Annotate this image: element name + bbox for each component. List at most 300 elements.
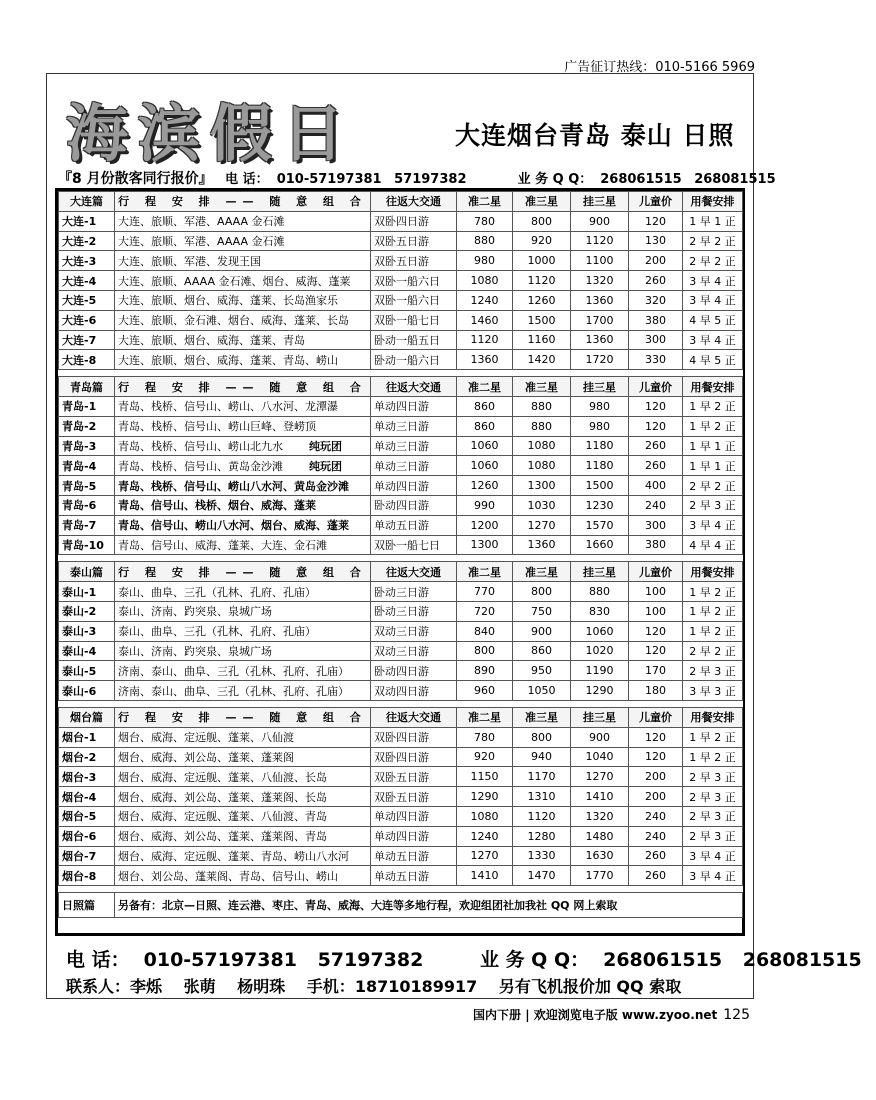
route-text: 泰山、济南、趵突泉、泉城广场 xyxy=(118,605,272,619)
price-star3: 880 xyxy=(513,416,571,436)
price-child: 200 xyxy=(629,787,683,807)
contact-qq-label: 业 务 Q Q： xyxy=(479,949,590,971)
route-cell xyxy=(115,601,371,621)
table-row xyxy=(59,290,743,310)
price-star3: 900 xyxy=(513,621,571,641)
meal-plan: 3 早 4 正 xyxy=(683,271,743,291)
meal-plan: 1 早 2 正 xyxy=(683,416,743,436)
route-text: 泰山、曲阜、三孔（孔林、孔府、孔庙） xyxy=(118,585,316,599)
tour-code: 青岛-7 xyxy=(59,515,115,535)
price-hotel3: 1230 xyxy=(571,495,629,515)
tour-tag: 纯玩团 xyxy=(309,439,342,453)
col-hotel3: 挂三星 xyxy=(571,707,629,727)
price-star2: 1240 xyxy=(457,826,513,846)
col-route: 行 程 安 排 —— 随 意 组 合 xyxy=(115,192,371,212)
table-row xyxy=(59,601,743,621)
price-heading-line xyxy=(58,168,776,187)
price-child: 260 xyxy=(629,271,683,291)
route-text: 烟台、威海、刘公岛、蓬莱、蓬莱阁、长岛 xyxy=(118,790,327,804)
phone-2: 57197382 xyxy=(394,172,467,187)
price-star2: 800 xyxy=(457,641,513,661)
price-hotel3: 830 xyxy=(571,601,629,621)
col-star2: 准二星 xyxy=(457,707,513,727)
flight-note: 另有飞机报价加 QQ 索取 xyxy=(498,977,682,996)
price-hotel3: 1360 xyxy=(571,330,629,350)
transport: 双卧四日游 xyxy=(371,727,457,747)
contact-phone-1: 010-57197381 xyxy=(143,949,297,971)
tour-code: 大连-7 xyxy=(59,330,115,350)
transport: 单动三日游 xyxy=(371,416,457,436)
price-child: 320 xyxy=(629,290,683,310)
page-footer xyxy=(470,1006,750,1023)
tour-code: 泰山-6 xyxy=(59,681,115,701)
table-row xyxy=(59,396,743,416)
col-child: 儿童价 xyxy=(629,707,683,727)
price-child: 380 xyxy=(629,310,683,330)
page-number: 125 xyxy=(723,1007,750,1023)
price-hotel3: 1410 xyxy=(571,787,629,807)
price-star3: 920 xyxy=(513,231,571,251)
price-hotel3: 1040 xyxy=(571,747,629,767)
route-text: 大连、旅顺、烟台、威海、蓬莱、长岛渔家乐 xyxy=(118,294,338,308)
price-star3: 800 xyxy=(513,211,571,231)
price-child: 120 xyxy=(629,396,683,416)
price-star3: 950 xyxy=(513,661,571,681)
price-hotel3: 980 xyxy=(571,396,629,416)
meal-plan: 3 早 4 正 xyxy=(683,290,743,310)
price-child: 260 xyxy=(629,846,683,866)
price-child: 240 xyxy=(629,826,683,846)
contact-phone-2: 57197382 xyxy=(317,949,424,971)
price-child: 260 xyxy=(629,866,683,886)
price-hotel3: 900 xyxy=(571,727,629,747)
route-text: 大连、旅顺、烟台、威海、蓬莱、青岛、崂山 xyxy=(118,353,338,367)
tour-code: 烟台-5 xyxy=(59,806,115,826)
price-star2: 1200 xyxy=(457,515,513,535)
transport: 双卧五日游 xyxy=(371,251,457,271)
route-cell xyxy=(115,396,371,416)
table-row xyxy=(59,582,743,602)
price-star2: 780 xyxy=(457,211,513,231)
price-star3: 1120 xyxy=(513,271,571,291)
price-hotel3: 1570 xyxy=(571,515,629,535)
price-star3: 1170 xyxy=(513,767,571,787)
route-text: 烟台、威海、定远舰、蓬莱、八仙渡、青岛 xyxy=(118,810,327,824)
price-star3: 940 xyxy=(513,747,571,767)
meal-plan: 2 早 3 正 xyxy=(683,826,743,846)
price-star2: 770 xyxy=(457,582,513,602)
transport: 卧动一船六日 xyxy=(371,350,457,370)
price-star2: 1260 xyxy=(457,476,513,496)
table-row xyxy=(59,350,743,370)
meal-plan: 1 早 2 正 xyxy=(683,601,743,621)
tour-code: 青岛-6 xyxy=(59,495,115,515)
price-hotel3: 1700 xyxy=(571,310,629,330)
price-star3: 860 xyxy=(513,641,571,661)
price-star2: 1410 xyxy=(457,866,513,886)
page-subtitle: 大连烟台青岛 泰山 日照 xyxy=(455,121,735,150)
table-row xyxy=(59,271,743,291)
price-hotel3: 1120 xyxy=(571,231,629,251)
price-hotel3: 1180 xyxy=(571,456,629,476)
route-cell xyxy=(115,641,371,661)
contact-phone-line xyxy=(66,945,876,972)
transport: 双动三日游 xyxy=(371,621,457,641)
table-row xyxy=(59,231,743,251)
price-hotel3: 1060 xyxy=(571,621,629,641)
price-hotel3: 1100 xyxy=(571,251,629,271)
contact-people-line xyxy=(66,974,697,997)
route-cell xyxy=(115,310,371,330)
price-star3: 880 xyxy=(513,396,571,416)
price-star3: 800 xyxy=(513,582,571,602)
ad-hotline: 广告征订热线：010-5166 5969 xyxy=(564,60,755,75)
contact-qq-2: 268081515 xyxy=(742,949,862,971)
transport: 双卧五日游 xyxy=(371,231,457,251)
table-row xyxy=(59,747,743,767)
price-child: 180 xyxy=(629,681,683,701)
route-text: 青岛、栈桥、信号山、黄岛金沙滩 xyxy=(118,459,283,473)
col-transport: 往返大交通 xyxy=(371,192,457,212)
table-row xyxy=(59,251,743,271)
tour-code: 烟台-3 xyxy=(59,767,115,787)
tour-code: 青岛-4 xyxy=(59,456,115,476)
meal-plan: 3 早 4 正 xyxy=(683,846,743,866)
route-text: 烟台、威海、刘公岛、蓬莱、蓬莱阁 xyxy=(118,750,294,764)
route-cell xyxy=(115,330,371,350)
tour-code: 大连-1 xyxy=(59,211,115,231)
tour-code: 泰山-2 xyxy=(59,601,115,621)
price-star3: 1080 xyxy=(513,436,571,456)
route-text: 青岛、栈桥、信号山、崂山、八水河、龙潭瀑 xyxy=(118,400,338,414)
price-star3: 1000 xyxy=(513,251,571,271)
route-cell xyxy=(115,866,371,886)
route-cell xyxy=(115,350,371,370)
col-route: 行 程 安 排 —— 随 意 组 合 xyxy=(115,377,371,397)
tour-code: 青岛-2 xyxy=(59,416,115,436)
route-text: 大连、旅顺、军港、AAAA 金石滩 xyxy=(118,234,285,248)
qq-2: 268081515 xyxy=(694,172,776,187)
transport: 双卧四日游 xyxy=(371,747,457,767)
price-hotel3: 1270 xyxy=(571,767,629,787)
tour-code: 泰山-5 xyxy=(59,661,115,681)
tour-code: 泰山-4 xyxy=(59,641,115,661)
col-hotel3: 挂三星 xyxy=(571,377,629,397)
price-hotel3: 1500 xyxy=(571,476,629,496)
tour-code: 大连-4 xyxy=(59,271,115,291)
price-star3: 1470 xyxy=(513,866,571,886)
price-hotel3: 1290 xyxy=(571,681,629,701)
people-label: 联系人： xyxy=(66,977,131,996)
tour-code: 烟台-1 xyxy=(59,727,115,747)
section-name: 青岛篇 xyxy=(59,377,115,397)
price-child: 120 xyxy=(629,727,683,747)
price-child: 240 xyxy=(629,806,683,826)
route-cell xyxy=(115,515,371,535)
price-star3: 1260 xyxy=(513,290,571,310)
price-star3: 1270 xyxy=(513,515,571,535)
price-hotel3: 1660 xyxy=(571,535,629,555)
route-cell xyxy=(115,826,371,846)
col-star3: 准三星 xyxy=(513,377,571,397)
meal-plan: 1 早 2 正 xyxy=(683,582,743,602)
price-star3: 750 xyxy=(513,601,571,621)
price-star2: 1270 xyxy=(457,846,513,866)
transport: 双卧五日游 xyxy=(371,787,457,807)
route-text: 济南、泰山、曲阜、三孔（孔林、孔府、孔庙） xyxy=(118,684,349,698)
contact-phone-label: 电 话： xyxy=(66,949,130,971)
route-text: 泰山、曲阜、三孔（孔林、孔府、孔庙） xyxy=(118,625,316,639)
meal-plan: 4 早 4 正 xyxy=(683,535,743,555)
price-star3: 800 xyxy=(513,727,571,747)
route-cell xyxy=(115,767,371,787)
tour-code: 烟台-4 xyxy=(59,787,115,807)
price-hotel3: 880 xyxy=(571,582,629,602)
route-text: 烟台、刘公岛、蓬莱阁、青岛、信号山、崂山 xyxy=(118,869,338,883)
tour-code: 烟台-8 xyxy=(59,866,115,886)
price-child: 120 xyxy=(629,416,683,436)
section-name: 泰山篇 xyxy=(59,562,115,582)
price-child: 170 xyxy=(629,661,683,681)
mobile-number: 18710189917 xyxy=(354,977,478,996)
rizhao-row xyxy=(59,893,743,918)
route-text: 大连、旅顺、军港、AAAA 金石滩 xyxy=(118,215,285,229)
price-star3: 1500 xyxy=(513,310,571,330)
price-star3: 1160 xyxy=(513,330,571,350)
route-text: 烟台、威海、刘公岛、蓬莱、蓬莱阁、青岛 xyxy=(118,830,327,844)
tour-code: 大连-2 xyxy=(59,231,115,251)
price-star3: 1050 xyxy=(513,681,571,701)
price-hotel3: 1020 xyxy=(571,641,629,661)
price-child: 400 xyxy=(629,476,683,496)
meal-plan: 2 早 3 正 xyxy=(683,495,743,515)
meal-plan: 2 早 2 正 xyxy=(683,231,743,251)
route-cell xyxy=(115,416,371,436)
price-child: 120 xyxy=(629,641,683,661)
tour-code: 青岛-10 xyxy=(59,535,115,555)
transport: 单动三日游 xyxy=(371,456,457,476)
price-child: 120 xyxy=(629,747,683,767)
meal-plan: 3 早 4 正 xyxy=(683,330,743,350)
transport: 单动五日游 xyxy=(371,515,457,535)
price-star3: 1310 xyxy=(513,787,571,807)
section-header xyxy=(59,562,743,582)
meal-plan: 1 早 2 正 xyxy=(683,747,743,767)
tour-code: 烟台-7 xyxy=(59,846,115,866)
table-row xyxy=(59,767,743,787)
transport: 双卧一船六日 xyxy=(371,290,457,310)
price-star2: 1360 xyxy=(457,350,513,370)
price-table-frame xyxy=(55,188,745,936)
tour-code: 青岛-3 xyxy=(59,436,115,456)
col-meal: 用餐安排 xyxy=(683,377,743,397)
table-row xyxy=(59,866,743,886)
price-star2: 890 xyxy=(457,661,513,681)
route-cell xyxy=(115,582,371,602)
price-star2: 880 xyxy=(457,231,513,251)
tour-code: 烟台-2 xyxy=(59,747,115,767)
transport: 双卧一船七日 xyxy=(371,310,457,330)
section-header xyxy=(59,707,743,727)
price-hotel3: 1770 xyxy=(571,866,629,886)
meal-plan: 1 早 2 正 xyxy=(683,396,743,416)
meal-plan: 2 早 2 正 xyxy=(683,251,743,271)
transport: 双卧五日游 xyxy=(371,767,457,787)
price-table-body xyxy=(59,192,743,918)
transport: 卧动四日游 xyxy=(371,495,457,515)
page-title: 海滨假日 xyxy=(66,97,355,170)
col-transport: 往返大交通 xyxy=(371,562,457,582)
price-hotel3: 1320 xyxy=(571,806,629,826)
price-star2: 1460 xyxy=(457,310,513,330)
price-star2: 1080 xyxy=(457,806,513,826)
transport: 单动四日游 xyxy=(371,396,457,416)
price-star2: 840 xyxy=(457,621,513,641)
price-child: 200 xyxy=(629,251,683,271)
col-hotel3: 挂三星 xyxy=(571,192,629,212)
meal-plan: 1 早 2 正 xyxy=(683,727,743,747)
transport: 双动三日游 xyxy=(371,641,457,661)
col-transport: 往返大交通 xyxy=(371,377,457,397)
meal-plan: 1 早 1 正 xyxy=(683,436,743,456)
col-meal: 用餐安排 xyxy=(683,192,743,212)
price-star2: 1120 xyxy=(457,330,513,350)
price-hotel3: 1480 xyxy=(571,826,629,846)
tour-code: 青岛-5 xyxy=(59,476,115,496)
route-cell xyxy=(115,251,371,271)
person-3: 杨明珠 xyxy=(237,977,286,996)
route-text: 青岛、信号山、崂山八水河、烟台、威海、蓬莱 xyxy=(118,519,349,533)
price-child: 260 xyxy=(629,436,683,456)
phone-label: 电 话： xyxy=(225,172,269,187)
transport: 单动五日游 xyxy=(371,866,457,886)
transport: 卧动三日游 xyxy=(371,601,457,621)
route-text: 青岛、信号山、威海、蓬莱、大连、金石滩 xyxy=(118,538,327,552)
meal-plan: 4 早 5 正 xyxy=(683,350,743,370)
phone-1: 010-57197381 xyxy=(276,172,382,187)
meal-plan: 2 早 3 正 xyxy=(683,767,743,787)
col-meal: 用餐安排 xyxy=(683,562,743,582)
price-child: 200 xyxy=(629,767,683,787)
mobile-label: 手机： xyxy=(306,977,355,996)
route-text: 大连、旅顺、烟台、威海、蓬莱、青岛 xyxy=(118,333,305,347)
transport: 单动三日游 xyxy=(371,436,457,456)
route-text: 大连、旅顺、金石滩、烟台、威海、蓬莱、长岛 xyxy=(118,314,349,328)
col-hotel3: 挂三星 xyxy=(571,562,629,582)
route-cell xyxy=(115,846,371,866)
route-cell xyxy=(115,495,371,515)
tour-tag: 纯玩团 xyxy=(309,459,342,473)
price-hotel3: 1630 xyxy=(571,846,629,866)
col-child: 儿童价 xyxy=(629,562,683,582)
transport: 双动四日游 xyxy=(371,681,457,701)
meal-plan: 2 早 3 正 xyxy=(683,787,743,807)
route-text: 烟台、威海、定远舰、蓬莱、青岛、崂山八水河 xyxy=(118,849,349,863)
transport: 双卧一船七日 xyxy=(371,535,457,555)
transport: 卧动四日游 xyxy=(371,661,457,681)
price-hotel3: 900 xyxy=(571,211,629,231)
col-star3: 准三星 xyxy=(513,192,571,212)
price-star3: 1030 xyxy=(513,495,571,515)
price-star3: 1280 xyxy=(513,826,571,846)
table-row xyxy=(59,806,743,826)
table-row xyxy=(59,330,743,350)
col-star2: 准二星 xyxy=(457,192,513,212)
tour-code: 大连-8 xyxy=(59,350,115,370)
price-star2: 980 xyxy=(457,251,513,271)
price-star3: 1080 xyxy=(513,456,571,476)
price-star2: 1300 xyxy=(457,535,513,555)
price-star3: 1330 xyxy=(513,846,571,866)
price-star2: 1240 xyxy=(457,290,513,310)
price-star2: 1150 xyxy=(457,767,513,787)
route-text: 大连、旅顺、AAAA 金石滩、烟台、威海、蓬莱 xyxy=(118,274,351,288)
price-star2: 920 xyxy=(457,747,513,767)
rizhao-text: 另备有：北京—日照、连云港、枣庄、青岛、威海、大连等多地行程，欢迎组团社加我社 QQ 网上索取 xyxy=(115,893,743,918)
route-text: 济南、泰山、曲阜、三孔（孔林、孔府、孔庙） xyxy=(118,664,349,678)
tour-code: 大连-3 xyxy=(59,251,115,271)
route-cell xyxy=(115,290,371,310)
price-star2: 860 xyxy=(457,396,513,416)
price-child: 300 xyxy=(629,515,683,535)
price-hotel3: 1190 xyxy=(571,661,629,681)
qq-1: 268061515 xyxy=(600,172,682,187)
price-hotel3: 1720 xyxy=(571,350,629,370)
price-child: 100 xyxy=(629,582,683,602)
route-text: 泰山、济南、趵突泉、泉城广场 xyxy=(118,644,272,658)
transport: 卧动三日游 xyxy=(371,582,457,602)
route-cell xyxy=(115,456,371,476)
table-row xyxy=(59,436,743,456)
route-text: 大连、旅顺、军港、发现王国 xyxy=(118,254,261,268)
col-star2: 准二星 xyxy=(457,562,513,582)
price-star2: 720 xyxy=(457,601,513,621)
route-cell xyxy=(115,271,371,291)
section-name: 大连篇 xyxy=(59,192,115,212)
price-star2: 780 xyxy=(457,727,513,747)
table-row xyxy=(59,641,743,661)
meal-plan: 2 早 2 正 xyxy=(683,641,743,661)
price-star3: 1120 xyxy=(513,806,571,826)
col-child: 儿童价 xyxy=(629,377,683,397)
meal-plan: 3 早 3 正 xyxy=(683,681,743,701)
price-child: 260 xyxy=(629,456,683,476)
meal-plan: 2 早 3 正 xyxy=(683,806,743,826)
route-cell xyxy=(115,661,371,681)
meal-plan: 3 早 4 正 xyxy=(683,515,743,535)
meal-plan: 2 早 3 正 xyxy=(683,661,743,681)
contact-qq-1: 268061515 xyxy=(603,949,723,971)
route-text: 青岛、栈桥、信号山、崂山北九水 xyxy=(118,439,283,453)
transport: 单动四日游 xyxy=(371,806,457,826)
price-child: 120 xyxy=(629,211,683,231)
price-hotel3: 1360 xyxy=(571,290,629,310)
price-child: 100 xyxy=(629,601,683,621)
table-row xyxy=(59,495,743,515)
section-name: 烟台篇 xyxy=(59,707,115,727)
qq-label: 业 务 Q Q： xyxy=(517,172,593,187)
person-1: 李烁 xyxy=(130,977,163,996)
table-row xyxy=(59,681,743,701)
tour-code: 烟台-6 xyxy=(59,826,115,846)
price-hotel3: 1320 xyxy=(571,271,629,291)
price-child: 120 xyxy=(629,621,683,641)
route-cell xyxy=(115,231,371,251)
route-cell xyxy=(115,787,371,807)
route-text: 烟台、威海、定远舰、蓬莱、八仙渡 xyxy=(118,731,294,745)
meal-plan: 2 早 2 正 xyxy=(683,476,743,496)
route-text: 青岛、栈桥、信号山、崂山巨峰、登崂顶 xyxy=(118,420,316,434)
